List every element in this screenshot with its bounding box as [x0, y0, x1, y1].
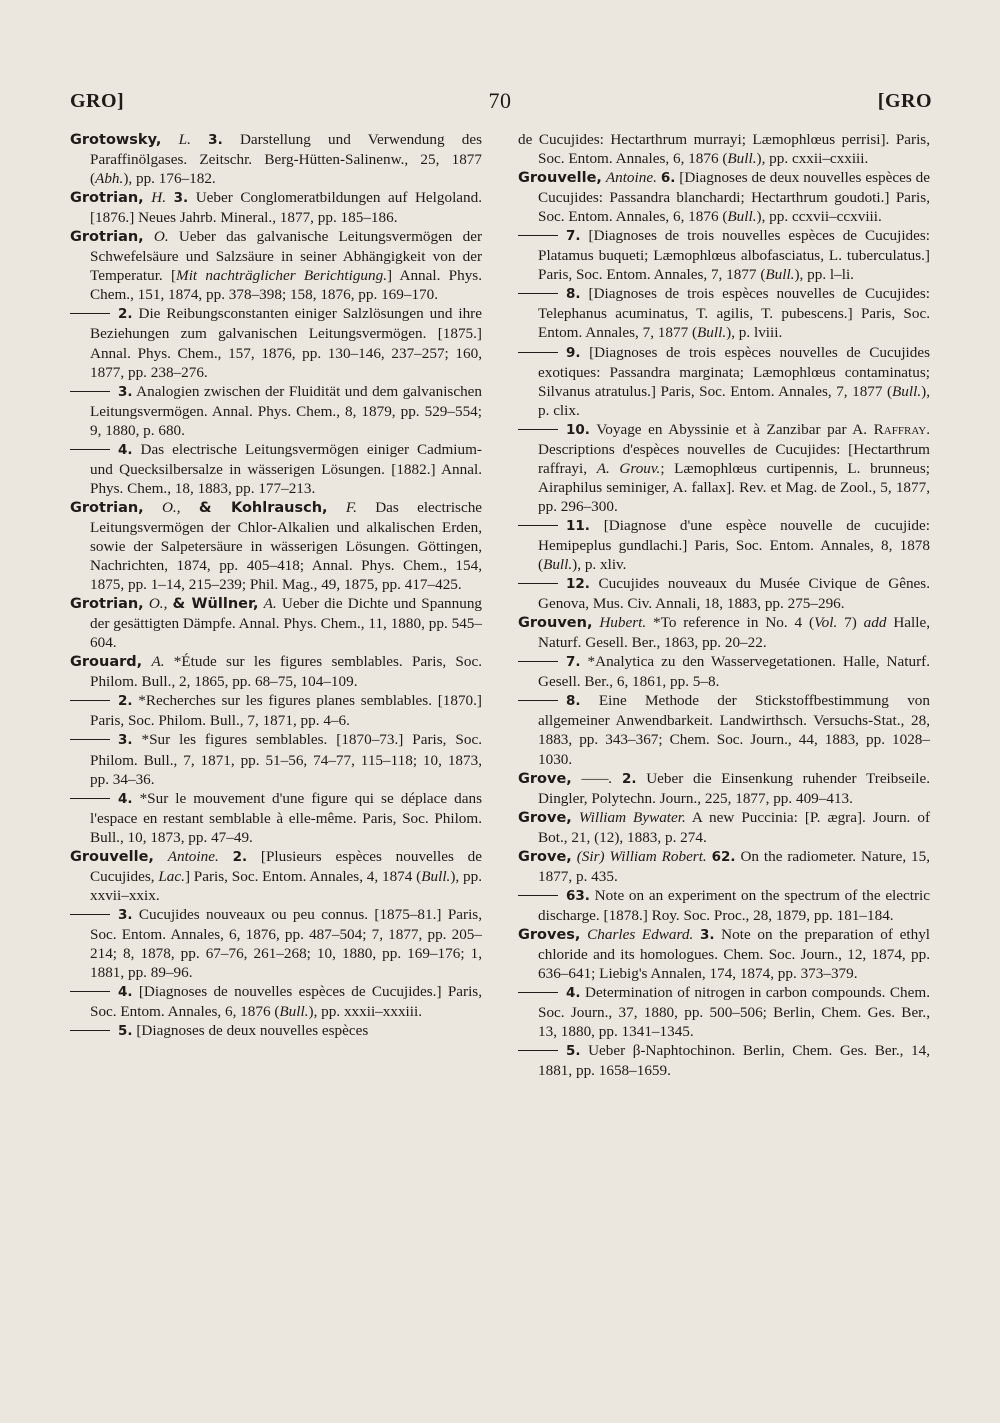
entry-text: Lac. [158, 867, 185, 885]
entry-text: add [863, 614, 887, 632]
ditto-dash [518, 1050, 558, 1051]
entry-text: [Diagnoses de trois nouvelles espèces de Cucujides: Platamus buqueti; Læmophlœus albofasciatus, L. tuberculatus.] Paris, Soc. Entom. Annales, 7, 1877 ( [538, 227, 930, 284]
entry-text: ), pp. 176–182. [123, 170, 216, 188]
entry-text: Das electrische Leitungsvermögen der Chlor-Alkalien und alkalischen Erden, sowie der Salpetersäure in wässerigen Lösungen. Göttingen, Nachrichten, 1874, pp. 405–418; Annal. Phys. Chem., 154, 1875, pp. 1–14, 215–239; Phil. Mag., 49, 1875, pp. 417–425. [90, 498, 483, 594]
ditto-dash [70, 798, 110, 799]
entry-text: 7) [837, 614, 864, 632]
entry-number: 2. [118, 693, 133, 710]
entry-number: 4. [566, 985, 581, 1002]
entry-text: A new Puccinia: [P. ægra]. Journ. of Bot., 21, (12), 1883, p. 274. [538, 808, 930, 846]
bibliography-entry [70, 691, 482, 730]
author-surname: Groves, [518, 926, 581, 943]
bibliography-entry [518, 343, 930, 420]
entry-text: Bull. [697, 324, 727, 342]
ditto-dash [518, 293, 558, 294]
entry-number: 3. [118, 383, 133, 400]
entry-text: Ueber die Dichte und Spannung der gesättigten Dämpfe. Annal. Phys. Chem., 11, 1880, pp. 545–604. [90, 595, 483, 652]
entry-text: A. Grouv. [596, 459, 661, 477]
ditto-dash [518, 583, 558, 584]
author-surname: Grove, [518, 809, 572, 826]
entry-text: Raffray [873, 420, 927, 438]
entry-text: *To reference in No. 4 ( [646, 614, 815, 632]
page-number: 70 [488, 88, 512, 113]
entry-text: ), p. lviii. [726, 324, 783, 342]
entry-text: . Descriptions d'espèces nouvelles de Cucujides: [Hectarthrum raffrayi, [538, 420, 930, 477]
entry-text: *Sur les figures semblables. [1870–73.] Paris, Soc. Philom. Bull., 7, 1871, pp. 51–56, 74–77, 115–118; 10, 1873, pp. 34–36. [90, 731, 482, 788]
bibliography-entry [70, 982, 482, 1021]
entry-number: 10. [566, 421, 590, 438]
entry-text: Bull. [892, 382, 922, 400]
entry-text: ), p. xliv. [572, 556, 627, 574]
bibliography-entry [518, 284, 930, 342]
author-surname: Grouard, [70, 654, 143, 671]
ditto-dash [70, 449, 110, 450]
ditto-dash [70, 739, 110, 740]
entry-text: Determination of nitrogen in carbon compounds. Chem. Soc. Journ., 37, 1880, pp. 500–506; Berlin, Chem. Ges. Ber., 13, 1880, pp. 1341–1345. [538, 984, 930, 1041]
entry-text: Das electrische Leitungsvermögen einiger Cadmium- und Quecksilbersalze in wässerigen Lösungen. [1882.] Annal. Phys. Chem., 18, 1883, pp. 177–213. [90, 440, 482, 497]
bibliography-entry [518, 847, 930, 886]
ditto-dash [70, 313, 110, 314]
entry-text: ), pp. xxxii–xxxiii. [308, 1003, 422, 1021]
ditto-dash [518, 700, 558, 701]
entry-text: Die Reibungsconstanten einiger Salzlösungen und ihre Beziehungen zum galvanischen Leitungsvermögen. [1875.] Annal. Phys. Chem., 157, 1876, pp. 130–146, 237–257; 160, 1877, pp. 238–276. [90, 305, 482, 381]
entry-text: ] Paris, Soc. Entom. Annales, 4, 1874 ( [184, 867, 422, 885]
entry-number: 4. [118, 441, 133, 458]
entry-number: 4. [118, 984, 133, 1001]
entry-number: 8. [566, 693, 581, 710]
ditto-dash [518, 429, 558, 430]
entry-text: *Sur le mouvement d'une figure qui se déplace dans l'espace en restant semblable à elle-même. Paris, Soc. Philom. Bull., 10, 1873, pp. 47–49. [90, 789, 482, 846]
entry-text: Analogien zwischen der Fluidität und dem galvanischen Leitungsvermögen. Annal. Phys. Chem., 8, 1879, pp. 529–554; 9, 1880, p. 680. [90, 382, 482, 439]
author-surname: Grotrian, [70, 499, 144, 516]
bibliography-entry [70, 498, 482, 594]
entry-number: 8. [566, 286, 581, 303]
coauthor-surname: & Wüllner, [172, 596, 259, 613]
author-surname: Grotowsky, [70, 132, 162, 148]
entry-text: On the radiometer. Nature, 15, 1877, p. 435. [538, 847, 930, 885]
entry-text: Ueber Conglomeratbildungen auf Helgoland. [1876.] Neues Jahrb. Mineral., 1877, pp. 185–186. [90, 189, 483, 227]
entry-number: 3. [118, 906, 133, 923]
entry-text: Mit nachträglicher Berichtigung. [176, 267, 388, 285]
bibliography-entry [70, 789, 482, 847]
coauthor-given-name: F. [345, 498, 357, 516]
author-surname: Grotrian, [70, 596, 144, 613]
bibliography-entry [70, 227, 482, 304]
bibliography-entry [518, 808, 930, 847]
entry-number: 62. [711, 848, 736, 865]
bibliography-entry [518, 691, 930, 768]
bibliography-entry [518, 886, 930, 925]
bibliography-entry [518, 1041, 930, 1080]
entry-number: 12. [566, 576, 590, 593]
author-given-name: O., [148, 595, 168, 613]
entry-number: 63. [566, 887, 590, 904]
bibliography-entry [70, 188, 482, 227]
ditto-dash [518, 661, 558, 662]
entry-text: Ueber das galvanische Leitungsvermögen der Schwefelsäure und Salzsäure in seiner Abhängigkeit von der Temperatur. [ [90, 228, 483, 285]
ditto-dash [70, 991, 110, 992]
author-given-name: William Bywater. [578, 808, 686, 826]
entry-text: [Diagnoses de deux nouvelles espèces de Cucujides: Passandra blanchardi; Hectarthrum goudoti.] Paris, Soc. Entom. Annales, 6, 1876 ( [538, 169, 931, 226]
entry-text: [Diagnoses de deux nouvelles espèces [132, 1022, 369, 1040]
bibliography-entry [518, 420, 930, 516]
entry-number: 9. [566, 344, 581, 361]
entry-text: Bull. [727, 208, 757, 226]
entry-continuation [518, 130, 930, 168]
bibliography-entry [70, 1021, 482, 1041]
bibliography-entry [70, 730, 482, 788]
entry-number: 3. [118, 732, 133, 749]
author-surname: Grouvelle, [70, 848, 154, 865]
ditto-dash [518, 525, 558, 526]
ditto-dash [70, 914, 110, 915]
author-given-name: Charles Edward. [587, 925, 694, 943]
author-given-name: Hubert. [599, 614, 647, 632]
entry-text: Halle, Naturf. Gesell. Ber., 1863, pp. 20–22. [538, 614, 931, 652]
entry-text: Vol. [814, 614, 838, 632]
bibliography-entry [70, 440, 482, 498]
author-given-name: (Sir) William Robert. [576, 847, 707, 865]
entry-number: 4. [118, 790, 133, 807]
entry-text: Cucujides nouveaux ou peu connus. [1875–81.] Paris, Soc. Entom. Annales, 6, 1876, pp. 487–504; 7, 1877, pp. 205–214; 8, 1878, pp. 67–76, 261–268; 10, 1880, pp. 169–176; 1, 1881, pp. 89–96. [90, 905, 482, 982]
bibliography-entry [70, 304, 482, 381]
entry-number: 3. [173, 190, 189, 207]
bibliography-entry [518, 613, 930, 652]
ditto-dash [518, 992, 558, 993]
author-surname: Grove, [518, 770, 572, 787]
entry-number: 11. [566, 517, 590, 534]
bibliography-entry [70, 382, 482, 440]
author-given-name: A. [151, 653, 165, 671]
entry-text: Voyage en Abyssinie et à Zanzibar par A. [589, 420, 874, 438]
bibliography-entry [518, 516, 930, 574]
entry-text: Eine Methode der Stickstoffbestimmung von allgemeiner Anwendbarkeit. Landwirthsch. Versuchs-Stat., 28, 1883, pp. 343–367; Chem. Soc. Journ., 44, 1883, pp. 1028–1030. [538, 692, 930, 768]
entry-text: *Recherches sur les figures planes semblables. [1870.] Paris, Soc. Philom. Bull., 7, 1871, pp. 4–6. [90, 692, 482, 730]
left-column [70, 130, 482, 1041]
entry-text: Darstellung und Verwendung des Paraffinölgases. Zeitschr. Berg-Hütten-Salinenw., 25, 1877 ( [90, 131, 483, 188]
entry-text: Bull. [543, 556, 573, 574]
entry-text: ), p. clix. [538, 382, 930, 419]
author-given-name: L. [178, 131, 191, 148]
bibliography-entry [518, 168, 930, 226]
entry-text: Bull. [279, 1003, 309, 1021]
author-given-name: O. [153, 228, 169, 246]
entry-text: Ueber β-Naphtochinon. Berlin, Chem. Ges. Ber., 14, 1881, pp. 1658–1659. [538, 1042, 930, 1080]
entry-text: Bull. [765, 266, 795, 284]
entry-text: Bull. [421, 867, 451, 885]
entry-number: 3. [699, 926, 715, 943]
entry-text: Ueber die Einsenkung ruhender Treibseile. Dingler, Polytechn. Journ., 225, 1877, pp. 409–413. [538, 769, 931, 807]
author-given-name: Antoine. [605, 169, 657, 187]
entry-text: *Étude sur les figures semblables. Paris, Soc. Philom. Bull., 2, 1865, pp. 68–75, 104–109. [90, 653, 483, 691]
author-surname: Grotrian, [70, 229, 144, 246]
author-surname: Grouvelle, [518, 170, 602, 187]
entry-number: 2. [622, 770, 637, 787]
running-head-right: [GRO [877, 90, 932, 112]
running-head-left: GRO] [70, 90, 125, 112]
entry-number: 5. [118, 1023, 133, 1040]
author-given-name: Antoine. [167, 847, 219, 865]
author-surname: Grove, [518, 848, 572, 865]
bibliography-entry [518, 652, 930, 691]
coauthor-surname: & Kohlrausch, [198, 499, 328, 516]
entry-text: Note on the preparation of ethyl chloride and its homologues. Chem. Soc. Journ., 12, 1874, pp. 636–641; Liebig's Annalen, 174, 1874, pp. 373–379. [538, 925, 931, 983]
entry-text: Cucujides nouveaux du Musée Civique de Gênes. Genova, Mus. Civ. Annali, 18, 1883, pp. 275–296. [538, 575, 930, 613]
entry-text: ), pp. xxvii–xxix. [90, 867, 483, 904]
bibliography-entry [70, 905, 482, 982]
entry-text: [Diagnoses de trois espèces nouvelles de Cucujides: Telephanus acuminatus, T. agilis, T. pubescens.] Paris, Soc. Entom. Annales, 7, 1877 ( [538, 285, 930, 342]
author-given-name: H. [151, 189, 167, 207]
entry-text: Bull. [727, 150, 757, 168]
entry-text: ), pp. ccxvii–ccxviii. [756, 208, 882, 226]
entry-text: ; Læmophlœus curtipennis, L. brunneus; Airaphilus seminiger, A. fallax]. Rev. et Mag. de Zool., 5, 1877, pp. 296–300. [538, 459, 930, 515]
entry-text: Abh. [95, 170, 124, 188]
author-surname: Grotrian, [70, 190, 144, 207]
entry-number: 2. [232, 848, 248, 865]
bibliography-entry [70, 594, 482, 652]
bibliography-entry [518, 769, 930, 808]
bibliography-entry [518, 925, 930, 983]
entry-text: [Diagnoses de trois espèces nouvelles de Cucujides exotiques: Passandra marginata; Læmophlœus contaminatus; Silvanus atratulus.] Paris, Soc. Entom. Annales, 7, 1877 ( [538, 343, 930, 400]
entry-text: [Diagnoses de nouvelles espèces de Cucujides.] Paris, Soc. Entom. Annales, 6, 1876 ( [90, 983, 482, 1021]
ditto-dash [518, 352, 558, 353]
ditto-dash [518, 895, 558, 896]
bibliography-entry [518, 574, 930, 613]
entry-number: 3. [208, 132, 223, 148]
ditto-dash [70, 700, 110, 701]
ditto-dash [70, 391, 110, 392]
entry-number: 6. [660, 170, 676, 187]
bibliography-entry [70, 847, 482, 905]
entry-text: [Diagnose d'une espèce nouvelle de cucujide: Hemipeplus gundlachi.] Paris, Soc. Entom. Annales, 8, 1878 ( [538, 516, 930, 574]
entry-text: [Plusieurs espèces nouvelles de Cucujides, [90, 847, 483, 885]
ditto-dash [518, 235, 558, 236]
ditto-dash [70, 1030, 110, 1031]
entry-text: de Cucujides: Hectarthrum murrayi; Læmophlœus perrisi]. Paris, Soc. Entom. Annales, 6, 1876 ( [518, 131, 930, 168]
author-given-name: ——. [581, 769, 613, 787]
bibliography-entry [518, 226, 930, 284]
entry-text: ] Annal. Phys. Chem., 151, 1874, pp. 378–398; 158, 1876, pp. 169–170. [90, 267, 482, 304]
right-column [518, 130, 930, 1080]
entry-text: ), pp. cxxii–cxxiii. [756, 150, 869, 168]
bibliography-entry [70, 652, 482, 691]
entry-text: Note on an experiment on the spectrum of the electric discharge. [1878.] Roy. Soc. Proc., 28, 1879, pp. 181–184. [538, 886, 930, 924]
coauthor-given-name: A. [263, 595, 277, 613]
entry-number: 2. [118, 306, 133, 323]
entry-number: 5. [566, 1043, 581, 1060]
entry-number: 7. [566, 654, 581, 671]
entry-text: ), pp. l–li. [794, 266, 854, 284]
author-given-name: O., [161, 498, 181, 516]
author-surname: Grouven, [518, 615, 593, 632]
bibliography-entry [518, 983, 930, 1041]
bibliography-entry [70, 130, 482, 188]
entry-text: *Analytica zu den Wasservegetationen. Halle, Naturf. Gesell. Ber., 6, 1861, pp. 5–8. [538, 653, 930, 691]
entry-number: 7. [566, 228, 581, 245]
